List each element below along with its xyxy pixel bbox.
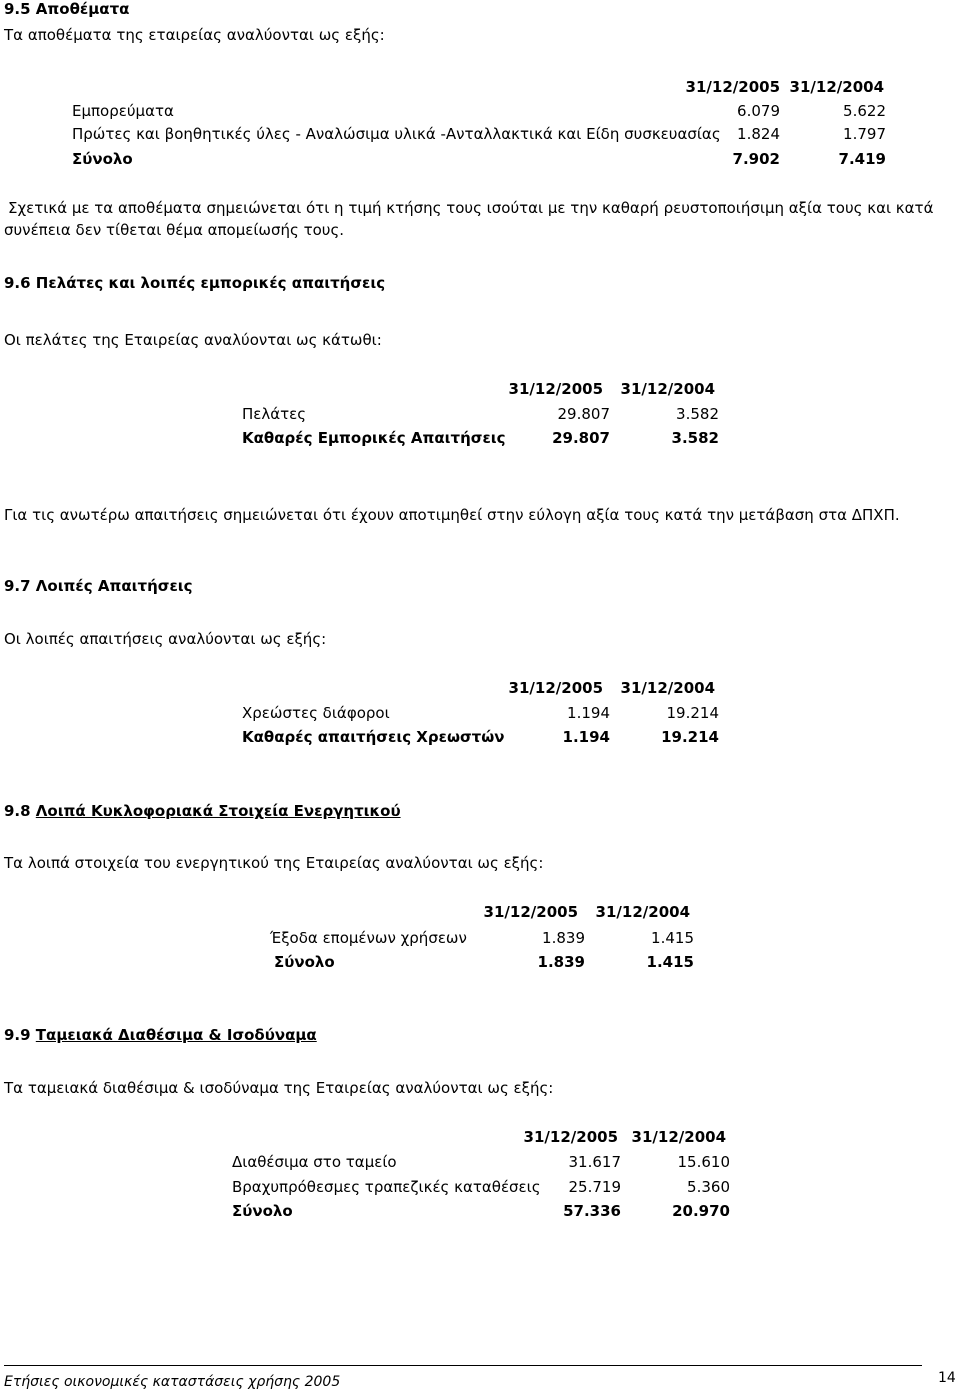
- section-heading-9-7: 9.7 Λοιπές Απαιτήσεις: [4, 577, 193, 595]
- total-value-2005: 1.839: [537, 953, 585, 971]
- row-value-2004: 1.797: [843, 125, 886, 143]
- row-value-2004: 5.360: [687, 1178, 730, 1196]
- row-label: Πρώτες και βοηθητικές ύλες - Αναλώσιμα υλικά -Ανταλλακτικά και Είδη συσκευασίας: [72, 125, 721, 143]
- total-label: Καθαρές Εμπορικές Απαιτήσεις: [242, 429, 506, 447]
- section-intro-9-9: Τα ταμειακά διαθέσιμα & ισοδύναμα της Εταιρείας αναλύονται ως εξής:: [4, 1079, 554, 1097]
- col-header-2004: 31/12/2004: [620, 380, 715, 398]
- col-header-2005: 31/12/2005: [483, 903, 578, 921]
- footer-divider: [4, 1365, 922, 1366]
- row-value-2005: 25.719: [568, 1178, 621, 1196]
- footer-title: Ετήσιες οικονομικές καταστάσεις χρήσης 2005: [4, 1374, 341, 1390]
- total-value-2005: 7.902: [732, 150, 780, 168]
- total-value-2005: 1.194: [562, 728, 610, 746]
- col-header-2005: 31/12/2005: [508, 380, 603, 398]
- section-intro-9-8: Τα λοιπά στοιχεία του ενεργητικού της Εταιρείας αναλύονται ως εξής:: [4, 854, 544, 872]
- section-intro-9-7: Οι λοιπές απαιτήσεις αναλύονται ως εξής:: [4, 630, 327, 648]
- col-header-2005: 31/12/2005: [508, 679, 603, 697]
- col-header-2005: 31/12/2005: [523, 1128, 618, 1146]
- section-heading-9-5: 9.5 Αποθέματα: [4, 0, 130, 18]
- row-value-2005: 1.824: [737, 125, 780, 143]
- total-value-2005: 29.807: [552, 429, 610, 447]
- row-label: Πελάτες: [242, 405, 307, 423]
- total-label: Καθαρές απαιτήσεις Χρεωστών: [242, 728, 505, 746]
- section-heading-9-9: 9.9 Ταμειακά Διαθέσιμα & Ισοδύναμα: [4, 1026, 317, 1044]
- row-label: Διαθέσιμα στο ταμείο: [232, 1153, 397, 1171]
- total-label: Σύνολο: [72, 150, 133, 168]
- row-value-2004: 5.622: [843, 102, 886, 120]
- section-note-9-6: Για τις ανωτέρω απαιτήσεις σημειώνεται ότι έχουν αποτιμηθεί στην εύλογη αξία τους κατά την μετάβαση στα ΔΠΧΠ.: [4, 506, 900, 524]
- row-value-2004: 15.610: [677, 1153, 730, 1171]
- total-value-2004: 7.419: [838, 150, 886, 168]
- section-heading-9-6: 9.6 Πελάτες και λοιπές εμπορικές απαιτήσεις: [4, 274, 386, 292]
- row-value-2005: 29.807: [557, 405, 610, 423]
- total-value-2004: 3.582: [671, 429, 719, 447]
- row-value-2004: 1.415: [651, 929, 694, 947]
- total-label: Σύνολο: [274, 953, 335, 971]
- total-value-2005: 57.336: [563, 1202, 621, 1220]
- row-label: Χρεώστες διάφοροι: [242, 704, 390, 722]
- col-header-2004: 31/12/2004: [620, 679, 715, 697]
- row-value-2005: 1.194: [567, 704, 610, 722]
- section-intro-9-6: Οι πελάτες της Εταιρείας αναλύονται ως κάτωθι:: [4, 331, 382, 349]
- row-value-2004: 19.214: [666, 704, 719, 722]
- section-intro-9-5: Τα αποθέματα της εταιρείας αναλύονται ως εξής:: [4, 26, 385, 44]
- col-header-2004: 31/12/2004: [595, 903, 690, 921]
- row-label: Έξοδα επομένων χρήσεων: [270, 929, 467, 947]
- page-number: 14: [938, 1370, 956, 1386]
- total-label: Σύνολο: [232, 1202, 293, 1220]
- section-heading-9-8: 9.8 Λοιπά Κυκλοφοριακά Στοιχεία Ενεργητικού: [4, 802, 401, 820]
- row-value-2005: 31.617: [568, 1153, 621, 1171]
- section-heading-9-8-text: Λοιπά Κυκλοφοριακά Στοιχεία Ενεργητικού: [35, 802, 401, 820]
- col-header-2005: 31/12/2005: [685, 78, 780, 96]
- total-value-2004: 20.970: [672, 1202, 730, 1220]
- col-header-2004: 31/12/2004: [789, 78, 884, 96]
- row-value-2005: 1.839: [542, 929, 585, 947]
- row-value-2005: 6.079: [737, 102, 780, 120]
- section-heading-9-9-text: Ταμειακά Διαθέσιμα & Ισοδύναμα: [35, 1026, 317, 1044]
- row-value-2004: 3.582: [676, 405, 719, 423]
- col-header-2004: 31/12/2004: [631, 1128, 726, 1146]
- total-value-2004: 19.214: [661, 728, 719, 746]
- section-note-9-5: Σχετικά με τα αποθέματα σημειώνεται ότι η τιμή κτήσης τους ισούται με την καθαρή ρευστοποιήσιμη αξία τους και κατά συνέπεια δεν τίθεται θέμα απομείωσής τους.: [4, 199, 934, 239]
- row-label: Εμπορεύματα: [72, 102, 174, 120]
- total-value-2004: 1.415: [646, 953, 694, 971]
- row-label: Βραχυπρόθεσμες τραπεζικές καταθέσεις: [232, 1178, 541, 1196]
